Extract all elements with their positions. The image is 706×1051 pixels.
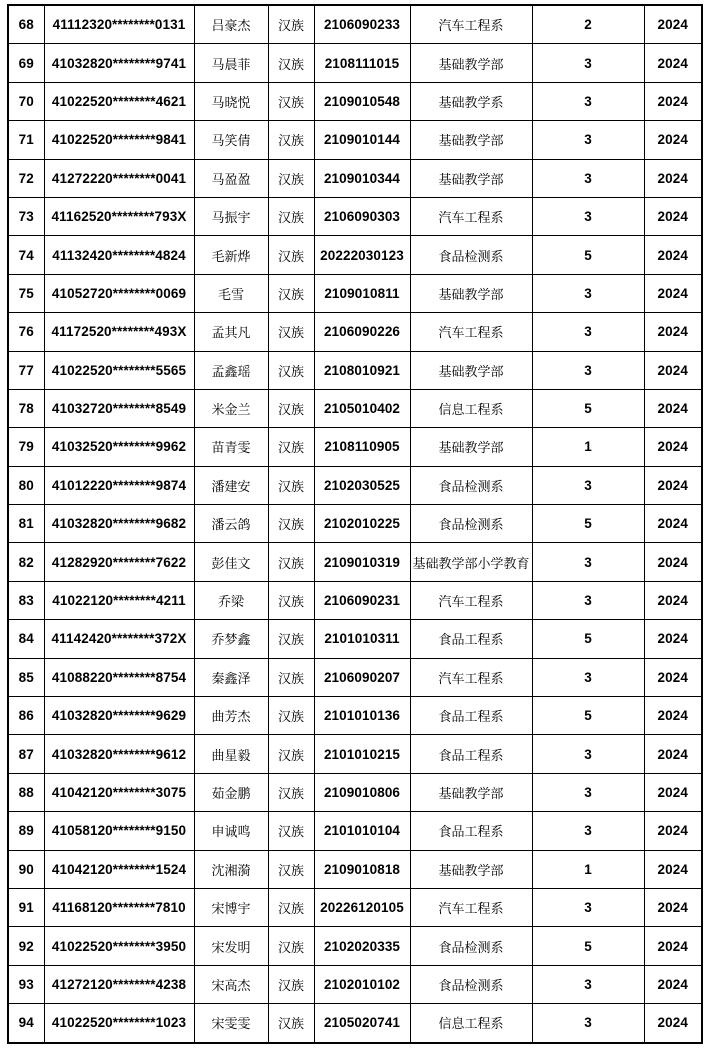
cell-id-number: 41172520********493X (44, 313, 194, 351)
cell-student-id: 2108110905 (314, 428, 410, 466)
cell-student-id: 2102010225 (314, 505, 410, 543)
cell-student-id: 20226120105 (314, 888, 410, 926)
cell-department: 汽车工程系 (410, 581, 532, 619)
cell-student-id: 2106090207 (314, 658, 410, 696)
cell-name: 彭佳文 (194, 543, 268, 581)
cell-ethnicity: 汉族 (268, 543, 314, 581)
cell-row-number: 81 (8, 505, 44, 543)
cell-id-number: 41022520********9841 (44, 121, 194, 159)
cell-name: 潘建安 (194, 466, 268, 504)
cell-ethnicity: 汉族 (268, 735, 314, 773)
cell-department: 食品工程系 (410, 735, 532, 773)
cell-id-number: 41022120********4211 (44, 581, 194, 619)
cell-ethnicity: 汉族 (268, 581, 314, 619)
cell-year: 2024 (644, 44, 702, 82)
cell-duration: 3 (532, 1004, 644, 1043)
cell-ethnicity: 汉族 (268, 236, 314, 274)
table-row (8, 658, 702, 696)
cell-department: 汽车工程系 (410, 658, 532, 696)
cell-row-number: 90 (8, 850, 44, 888)
cell-name: 毛新烨 (194, 236, 268, 274)
cell-row-number: 91 (8, 888, 44, 926)
cell-name: 宋博宇 (194, 888, 268, 926)
cell-ethnicity: 汉族 (268, 351, 314, 389)
cell-row-number: 88 (8, 773, 44, 811)
cell-student-id: 2106090303 (314, 197, 410, 235)
table-row (8, 274, 702, 312)
cell-duration: 3 (532, 82, 644, 120)
cell-department: 汽车工程系 (410, 888, 532, 926)
cell-id-number: 41012220********9874 (44, 466, 194, 504)
cell-department: 食品检测系 (410, 927, 532, 965)
cell-year: 2024 (644, 505, 702, 543)
cell-id-number: 41032820********9741 (44, 44, 194, 82)
cell-id-number: 41042120********3075 (44, 773, 194, 811)
cell-row-number: 70 (8, 82, 44, 120)
student-roster-table (7, 4, 703, 1044)
cell-id-number: 41032820********9612 (44, 735, 194, 773)
table-row (8, 850, 702, 888)
cell-duration: 3 (532, 121, 644, 159)
cell-ethnicity: 汉族 (268, 389, 314, 427)
cell-year: 2024 (644, 927, 702, 965)
cell-department: 汽车工程系 (410, 313, 532, 351)
cell-row-number: 69 (8, 44, 44, 82)
cell-row-number: 92 (8, 927, 44, 965)
cell-student-id: 2102030525 (314, 466, 410, 504)
cell-student-id: 2109010548 (314, 82, 410, 120)
cell-department: 信息工程系 (410, 1004, 532, 1043)
cell-name: 宋雯雯 (194, 1004, 268, 1043)
cell-row-number: 83 (8, 581, 44, 619)
cell-student-id: 2108010921 (314, 351, 410, 389)
cell-ethnicity: 汉族 (268, 44, 314, 82)
cell-student-id: 2102020335 (314, 927, 410, 965)
cell-id-number: 41032520********9962 (44, 428, 194, 466)
cell-student-id: 2109010818 (314, 850, 410, 888)
cell-department: 基础教学部小学教育 (410, 543, 532, 581)
cell-id-number: 41058120********9150 (44, 812, 194, 850)
cell-id-number: 41162520********793X (44, 197, 194, 235)
cell-department: 食品检测系 (410, 466, 532, 504)
cell-department: 汽车工程系 (410, 197, 532, 235)
cell-id-number: 41272220********0041 (44, 159, 194, 197)
cell-year: 2024 (644, 236, 702, 274)
cell-duration: 3 (532, 773, 644, 811)
table-row (8, 428, 702, 466)
cell-id-number: 41022520********3950 (44, 927, 194, 965)
cell-id-number: 41032820********9682 (44, 505, 194, 543)
cell-ethnicity: 汉族 (268, 697, 314, 735)
cell-id-number: 41282920********7622 (44, 543, 194, 581)
cell-ethnicity: 汉族 (268, 121, 314, 159)
cell-department: 食品检测系 (410, 965, 532, 1003)
cell-year: 2024 (644, 351, 702, 389)
cell-year: 2024 (644, 697, 702, 735)
cell-year: 2024 (644, 1004, 702, 1043)
cell-row-number: 80 (8, 466, 44, 504)
cell-department: 基础教学部 (410, 44, 532, 82)
cell-department: 食品工程系 (410, 620, 532, 658)
cell-year: 2024 (644, 159, 702, 197)
cell-name: 曲星毅 (194, 735, 268, 773)
cell-id-number: 41022520********4621 (44, 82, 194, 120)
cell-row-number: 87 (8, 735, 44, 773)
cell-id-number: 41032820********9629 (44, 697, 194, 735)
cell-name: 孟其凡 (194, 313, 268, 351)
cell-duration: 5 (532, 620, 644, 658)
cell-department: 食品检测系 (410, 505, 532, 543)
cell-student-id: 2106090231 (314, 581, 410, 619)
cell-duration: 3 (532, 581, 644, 619)
cell-student-id: 2109010319 (314, 543, 410, 581)
cell-ethnicity: 汉族 (268, 274, 314, 312)
cell-row-number: 68 (8, 5, 44, 44)
cell-duration: 3 (532, 274, 644, 312)
cell-year: 2024 (644, 389, 702, 427)
cell-year: 2024 (644, 543, 702, 581)
cell-ethnicity: 汉族 (268, 428, 314, 466)
cell-duration: 3 (532, 44, 644, 82)
cell-department: 基础教学部 (410, 159, 532, 197)
cell-ethnicity: 汉族 (268, 505, 314, 543)
cell-duration: 3 (532, 812, 644, 850)
table-row (8, 351, 702, 389)
cell-year: 2024 (644, 121, 702, 159)
cell-duration: 3 (532, 351, 644, 389)
cell-year: 2024 (644, 888, 702, 926)
cell-year: 2024 (644, 735, 702, 773)
cell-id-number: 41142420********372X (44, 620, 194, 658)
cell-name: 潘云鸽 (194, 505, 268, 543)
cell-name: 孟鑫瑶 (194, 351, 268, 389)
cell-student-id: 2106090226 (314, 313, 410, 351)
cell-row-number: 79 (8, 428, 44, 466)
table-row (8, 581, 702, 619)
cell-student-id: 2101010215 (314, 735, 410, 773)
cell-student-id: 2109010806 (314, 773, 410, 811)
cell-name: 毛雪 (194, 274, 268, 312)
cell-name: 马振宇 (194, 197, 268, 235)
cell-id-number: 41042120********1524 (44, 850, 194, 888)
cell-row-number: 85 (8, 658, 44, 696)
cell-duration: 3 (532, 313, 644, 351)
table-row (8, 159, 702, 197)
cell-student-id: 2109010811 (314, 274, 410, 312)
cell-row-number: 75 (8, 274, 44, 312)
cell-year: 2024 (644, 274, 702, 312)
table-row (8, 773, 702, 811)
cell-id-number: 41022520********5565 (44, 351, 194, 389)
cell-ethnicity: 汉族 (268, 197, 314, 235)
cell-duration: 3 (532, 466, 644, 504)
cell-student-id: 2101010104 (314, 812, 410, 850)
cell-duration: 3 (532, 197, 644, 235)
cell-ethnicity: 汉族 (268, 159, 314, 197)
cell-department: 食品工程系 (410, 812, 532, 850)
cell-year: 2024 (644, 812, 702, 850)
cell-name: 苗青雯 (194, 428, 268, 466)
cell-year: 2024 (644, 466, 702, 504)
cell-name: 马笑倩 (194, 121, 268, 159)
table-row (8, 812, 702, 850)
cell-student-id: 2109010144 (314, 121, 410, 159)
cell-duration: 3 (532, 159, 644, 197)
table-row (8, 543, 702, 581)
cell-duration: 3 (532, 965, 644, 1003)
cell-student-id: 2109010344 (314, 159, 410, 197)
cell-name: 曲芳杰 (194, 697, 268, 735)
student-table-body (8, 5, 702, 1043)
table-row (8, 389, 702, 427)
cell-ethnicity: 汉族 (268, 1004, 314, 1043)
cell-duration: 3 (532, 658, 644, 696)
cell-duration: 5 (532, 505, 644, 543)
cell-department: 信息工程系 (410, 389, 532, 427)
cell-student-id: 2101010311 (314, 620, 410, 658)
cell-name: 秦鑫泽 (194, 658, 268, 696)
cell-name: 宋发明 (194, 927, 268, 965)
cell-department: 基础教学部 (410, 773, 532, 811)
cell-ethnicity: 汉族 (268, 5, 314, 44)
cell-year: 2024 (644, 850, 702, 888)
cell-year: 2024 (644, 658, 702, 696)
cell-row-number: 86 (8, 697, 44, 735)
cell-ethnicity: 汉族 (268, 888, 314, 926)
cell-year: 2024 (644, 313, 702, 351)
table-row (8, 236, 702, 274)
cell-row-number: 82 (8, 543, 44, 581)
cell-duration: 5 (532, 236, 644, 274)
cell-row-number: 93 (8, 965, 44, 1003)
cell-row-number: 72 (8, 159, 44, 197)
cell-ethnicity: 汉族 (268, 812, 314, 850)
table-row (8, 1004, 702, 1043)
cell-department: 食品检测系 (410, 236, 532, 274)
cell-department: 基础教学部 (410, 274, 532, 312)
cell-year: 2024 (644, 965, 702, 1003)
cell-ethnicity: 汉族 (268, 773, 314, 811)
cell-id-number: 41052720********0069 (44, 274, 194, 312)
cell-row-number: 84 (8, 620, 44, 658)
cell-year: 2024 (644, 5, 702, 44)
table-row (8, 197, 702, 235)
cell-student-id: 2108111015 (314, 44, 410, 82)
cell-name: 茹金鹏 (194, 773, 268, 811)
cell-name: 乔梦鑫 (194, 620, 268, 658)
table-row (8, 620, 702, 658)
cell-department: 基础教学系 (410, 82, 532, 120)
table-row (8, 927, 702, 965)
cell-ethnicity: 汉族 (268, 965, 314, 1003)
cell-student-id: 2105010402 (314, 389, 410, 427)
cell-name: 马晨菲 (194, 44, 268, 82)
cell-duration: 5 (532, 389, 644, 427)
cell-ethnicity: 汉族 (268, 927, 314, 965)
table-row (8, 5, 702, 44)
cell-row-number: 78 (8, 389, 44, 427)
table-row (8, 505, 702, 543)
cell-name: 吕豪杰 (194, 5, 268, 44)
cell-id-number: 41032720********8549 (44, 389, 194, 427)
cell-duration: 2 (532, 5, 644, 44)
cell-row-number: 89 (8, 812, 44, 850)
cell-id-number: 41132420********4824 (44, 236, 194, 274)
cell-row-number: 76 (8, 313, 44, 351)
cell-name: 米金兰 (194, 389, 268, 427)
table-row (8, 82, 702, 120)
table-row (8, 121, 702, 159)
cell-department: 基础教学部 (410, 351, 532, 389)
cell-department: 汽车工程系 (410, 5, 532, 44)
cell-name: 乔梁 (194, 581, 268, 619)
cell-department: 基础教学部 (410, 428, 532, 466)
cell-id-number: 41088220********8754 (44, 658, 194, 696)
cell-ethnicity: 汉族 (268, 82, 314, 120)
cell-ethnicity: 汉族 (268, 466, 314, 504)
cell-duration: 1 (532, 428, 644, 466)
table-row (8, 735, 702, 773)
table-row (8, 965, 702, 1003)
cell-name: 马晓悦 (194, 82, 268, 120)
cell-year: 2024 (644, 773, 702, 811)
cell-duration: 5 (532, 927, 644, 965)
cell-year: 2024 (644, 581, 702, 619)
cell-duration: 3 (532, 543, 644, 581)
cell-row-number: 77 (8, 351, 44, 389)
cell-row-number: 74 (8, 236, 44, 274)
table-row (8, 888, 702, 926)
cell-id-number: 41272120********4238 (44, 965, 194, 1003)
cell-row-number: 94 (8, 1004, 44, 1043)
cell-duration: 1 (532, 850, 644, 888)
cell-student-id: 20222030123 (314, 236, 410, 274)
cell-id-number: 41168120********7810 (44, 888, 194, 926)
cell-name: 宋高杰 (194, 965, 268, 1003)
cell-duration: 3 (532, 888, 644, 926)
cell-year: 2024 (644, 620, 702, 658)
cell-year: 2024 (644, 428, 702, 466)
cell-year: 2024 (644, 197, 702, 235)
cell-student-id: 2102010102 (314, 965, 410, 1003)
table-row (8, 313, 702, 351)
cell-year: 2024 (644, 82, 702, 120)
cell-department: 基础教学部 (410, 850, 532, 888)
table-row (8, 697, 702, 735)
cell-student-id: 2101010136 (314, 697, 410, 735)
cell-department: 基础教学部 (410, 121, 532, 159)
cell-student-id: 2106090233 (314, 5, 410, 44)
cell-row-number: 71 (8, 121, 44, 159)
cell-name: 马盈盈 (194, 159, 268, 197)
table-row (8, 466, 702, 504)
cell-id-number: 41022520********1023 (44, 1004, 194, 1043)
cell-ethnicity: 汉族 (268, 313, 314, 351)
cell-ethnicity: 汉族 (268, 620, 314, 658)
cell-duration: 3 (532, 735, 644, 773)
cell-department: 食品工程系 (410, 697, 532, 735)
cell-name: 申诚鸣 (194, 812, 268, 850)
cell-name: 沈湘漪 (194, 850, 268, 888)
cell-ethnicity: 汉族 (268, 658, 314, 696)
cell-duration: 5 (532, 697, 644, 735)
cell-id-number: 41112320********0131 (44, 5, 194, 44)
cell-row-number: 73 (8, 197, 44, 235)
cell-ethnicity: 汉族 (268, 850, 314, 888)
table-row (8, 44, 702, 82)
cell-student-id: 2105020741 (314, 1004, 410, 1043)
